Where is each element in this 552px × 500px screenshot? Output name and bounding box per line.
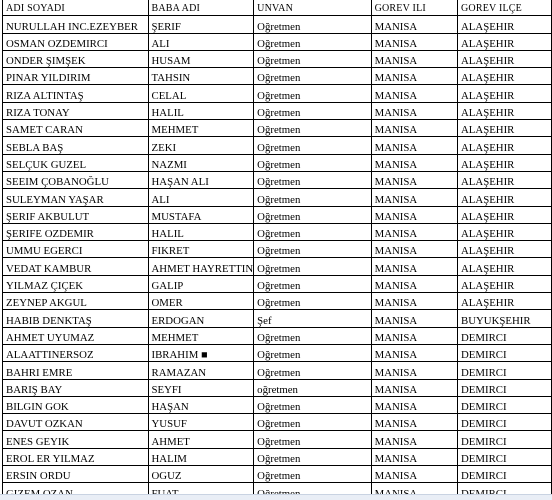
- cell-name: VEDAT KAMBUR: [3, 258, 149, 275]
- cell-province: MANISA: [371, 310, 457, 327]
- cell-title: Şef: [254, 310, 371, 327]
- cell-title: Oğretmen: [254, 223, 371, 240]
- cell-province: MANISA: [371, 120, 457, 137]
- cell-father-name: YUSUF: [148, 414, 254, 431]
- cell-name: SEEIM ÇOBANOĞLU: [3, 171, 149, 188]
- table-row: [3, 414, 552, 431]
- cell-district: ALAŞEHIR: [458, 137, 552, 154]
- cell-name: ENES GEYIK: [3, 431, 149, 448]
- cell-name: SAMET CARAN: [3, 120, 149, 137]
- cell-name: ŞERIF AKBULUT: [3, 206, 149, 223]
- table-row: [3, 33, 552, 50]
- cell-father-name: AHMET: [148, 431, 254, 448]
- cell-district: ALAŞEHIR: [458, 50, 552, 67]
- cell-name: AHMET UYUMAZ: [3, 327, 149, 344]
- cell-province: MANISA: [371, 85, 457, 102]
- cell-district: ALAŞEHIR: [458, 85, 552, 102]
- table-row: [3, 293, 552, 310]
- cell-district: ALAŞEHIR: [458, 258, 552, 275]
- cell-title: Oğretmen: [254, 189, 371, 206]
- table-row: [3, 466, 552, 483]
- table-row: [3, 344, 552, 361]
- cell-father-name: ŞERIF: [148, 16, 254, 33]
- cell-title: Oğretmen: [254, 241, 371, 258]
- cell-title: Oğretmen: [254, 50, 371, 67]
- cell-name: BARIŞ BAY: [3, 379, 149, 396]
- cell-province: MANISA: [371, 362, 457, 379]
- table-row: [3, 102, 552, 119]
- personnel-table: [2, 0, 552, 500]
- cell-name: BAHRI EMRE: [3, 362, 149, 379]
- cell-province: MANISA: [371, 223, 457, 240]
- cell-district: ALAŞEHIR: [458, 102, 552, 119]
- table-row: [3, 120, 552, 137]
- cell-name: NURULLAH INC.EZEYBER: [3, 16, 149, 33]
- cell-district: ALAŞEHIR: [458, 241, 552, 258]
- window-bottom-edge: [0, 494, 552, 500]
- cell-father-name: HAŞAN ALI: [148, 171, 254, 188]
- table-row: [3, 16, 552, 33]
- cell-province: MANISA: [371, 171, 457, 188]
- cell-name: ONDER ŞIMŞEK: [3, 50, 149, 67]
- cell-province: MANISA: [371, 448, 457, 465]
- cell-province: MANISA: [371, 379, 457, 396]
- cell-title: Oğretmen: [254, 137, 371, 154]
- cell-province: MANISA: [371, 344, 457, 361]
- cell-title: Oğretmen: [254, 275, 371, 292]
- cell-name: ŞERIFE OZDEMIR: [3, 223, 149, 240]
- cell-district: DEMIRCI: [458, 327, 552, 344]
- cell-father-name: CELAL: [148, 85, 254, 102]
- cell-father-name: HALIL: [148, 102, 254, 119]
- table-row: [3, 448, 552, 465]
- cell-title: Oğretmen: [254, 327, 371, 344]
- cell-father-name: ERDOGAN: [148, 310, 254, 327]
- cell-district: DEMIRCI: [458, 362, 552, 379]
- cell-name: EROL ER YILMAZ: [3, 448, 149, 465]
- cell-title: Oğretmen: [254, 85, 371, 102]
- cell-name: SEBLA BAŞ: [3, 137, 149, 154]
- cell-father-name: HALIL: [148, 223, 254, 240]
- cell-district: DEMIRCI: [458, 396, 552, 413]
- cell-district: ALAŞEHIR: [458, 68, 552, 85]
- cell-district: ALAŞEHIR: [458, 206, 552, 223]
- cell-district: ALAŞEHIR: [458, 16, 552, 33]
- cell-father-name: OGUZ: [148, 466, 254, 483]
- table-row: [3, 206, 552, 223]
- cell-province: MANISA: [371, 137, 457, 154]
- cell-province: MANISA: [371, 206, 457, 223]
- cell-father-name: IBRAHIM ■: [148, 344, 254, 361]
- cell-title: Oğretmen: [254, 258, 371, 275]
- cell-district: ALAŞEHIR: [458, 120, 552, 137]
- cell-name: YILMAZ ÇIÇEK: [3, 275, 149, 292]
- cell-province: MANISA: [371, 414, 457, 431]
- cell-father-name: ALI: [148, 189, 254, 206]
- cell-title: Oğretmen: [254, 33, 371, 50]
- cell-province: MANISA: [371, 327, 457, 344]
- table-row: [3, 68, 552, 85]
- cell-district: BUYUKŞEHIR: [458, 310, 552, 327]
- cell-district: DEMIRCI: [458, 379, 552, 396]
- cell-district: DEMIRCI: [458, 448, 552, 465]
- cell-father-name: AHMET HAYRETTIN: [148, 258, 254, 275]
- table-row: [3, 50, 552, 67]
- cell-district: DEMIRCI: [458, 466, 552, 483]
- cell-title: oğretmen: [254, 379, 371, 396]
- cell-name: SULEYMAN YAŞAR: [3, 189, 149, 206]
- cell-title: Oğretmen: [254, 68, 371, 85]
- cell-province: MANISA: [371, 154, 457, 171]
- cell-father-name: OMER: [148, 293, 254, 310]
- cell-father-name: FIKRET: [148, 241, 254, 258]
- table-row: [3, 275, 552, 292]
- cell-name: UMMU EGERCI: [3, 241, 149, 258]
- cell-father-name: GALIP: [148, 275, 254, 292]
- cell-title: Oğretmen: [254, 120, 371, 137]
- table-row: [3, 327, 552, 344]
- cell-province: MANISA: [371, 431, 457, 448]
- cell-district: ALAŞEHIR: [458, 33, 552, 50]
- cell-province: MANISA: [371, 33, 457, 50]
- cell-name: SELÇUK GUZEL: [3, 154, 149, 171]
- cell-title: Oğretmen: [254, 16, 371, 33]
- cell-district: ALAŞEHIR: [458, 275, 552, 292]
- table-row: [3, 431, 552, 448]
- cell-district: ALAŞEHIR: [458, 171, 552, 188]
- cell-name: HABIB DENKTAŞ: [3, 310, 149, 327]
- table-row: [3, 85, 552, 102]
- cell-title: Oğretmen: [254, 362, 371, 379]
- cell-district: ALAŞEHIR: [458, 223, 552, 240]
- header-father-name: BABA ADI: [148, 0, 254, 16]
- cell-name: BILGIN GOK: [3, 396, 149, 413]
- table-row: [3, 189, 552, 206]
- cell-father-name: HAŞAN: [148, 396, 254, 413]
- cell-father-name: HUSAM: [148, 50, 254, 67]
- cell-province: MANISA: [371, 68, 457, 85]
- table-row: [3, 223, 552, 240]
- table-row: [3, 154, 552, 171]
- header-province: GOREV ILI: [371, 0, 457, 16]
- cell-father-name: MEHMET: [148, 120, 254, 137]
- cell-province: MANISA: [371, 102, 457, 119]
- cell-province: MANISA: [371, 241, 457, 258]
- cell-district: DEMIRCI: [458, 344, 552, 361]
- cell-title: Oğretmen: [254, 206, 371, 223]
- table-row: [3, 258, 552, 275]
- cell-title: Oğretmen: [254, 293, 371, 310]
- cell-title: Oğretmen: [254, 414, 371, 431]
- cell-title: Oğretmen: [254, 102, 371, 119]
- cell-province: MANISA: [371, 16, 457, 33]
- cell-father-name: HALIM: [148, 448, 254, 465]
- cell-father-name: SEYFI: [148, 379, 254, 396]
- cell-district: DEMIRCI: [458, 414, 552, 431]
- cell-name: OSMAN OZDEMIRCI: [3, 33, 149, 50]
- cell-province: MANISA: [371, 466, 457, 483]
- cell-district: ALAŞEHIR: [458, 189, 552, 206]
- table-row: [3, 171, 552, 188]
- table-header-row: [3, 0, 552, 16]
- cell-name: ZEYNEP AKGUL: [3, 293, 149, 310]
- cell-title: Oğretmen: [254, 431, 371, 448]
- cell-father-name: ZEKI: [148, 137, 254, 154]
- cell-title: Oğretmen: [254, 396, 371, 413]
- cell-title: Oğretmen: [254, 154, 371, 171]
- cell-father-name: RAMAZAN: [148, 362, 254, 379]
- cell-province: MANISA: [371, 275, 457, 292]
- cell-name: PINAR YILDIRIM: [3, 68, 149, 85]
- cell-title: Oğretmen: [254, 466, 371, 483]
- cell-province: MANISA: [371, 50, 457, 67]
- table-row: [3, 137, 552, 154]
- cell-district: DEMIRCI: [458, 431, 552, 448]
- cell-name: DAVUT OZKAN: [3, 414, 149, 431]
- cell-district: ALAŞEHIR: [458, 154, 552, 171]
- cell-father-name: NAZMI: [148, 154, 254, 171]
- table-row: [3, 241, 552, 258]
- header-district: GOREV ILÇE: [458, 0, 552, 16]
- cell-district: ALAŞEHIR: [458, 293, 552, 310]
- cell-father-name: MEHMET: [148, 327, 254, 344]
- cell-province: MANISA: [371, 396, 457, 413]
- cell-title: Oğretmen: [254, 448, 371, 465]
- cell-title: Oğretmen: [254, 171, 371, 188]
- cell-father-name: MUSTAFA: [148, 206, 254, 223]
- cell-name: RIZA ALTINTAŞ: [3, 85, 149, 102]
- table-row: [3, 362, 552, 379]
- cell-name: ALAATTINERSOZ: [3, 344, 149, 361]
- header-name: ADI SOYADI: [3, 0, 149, 16]
- cell-name: RIZA TONAY: [3, 102, 149, 119]
- cell-title: Oğretmen: [254, 344, 371, 361]
- cell-father-name: ALI: [148, 33, 254, 50]
- table-row: [3, 379, 552, 396]
- cell-name: ERSIN ORDU: [3, 466, 149, 483]
- table-row: [3, 310, 552, 327]
- cell-father-name: TAHSIN: [148, 68, 254, 85]
- cell-province: MANISA: [371, 189, 457, 206]
- header-title: UNVAN: [254, 0, 371, 16]
- cell-province: MANISA: [371, 293, 457, 310]
- cell-province: MANISA: [371, 258, 457, 275]
- table-row: [3, 396, 552, 413]
